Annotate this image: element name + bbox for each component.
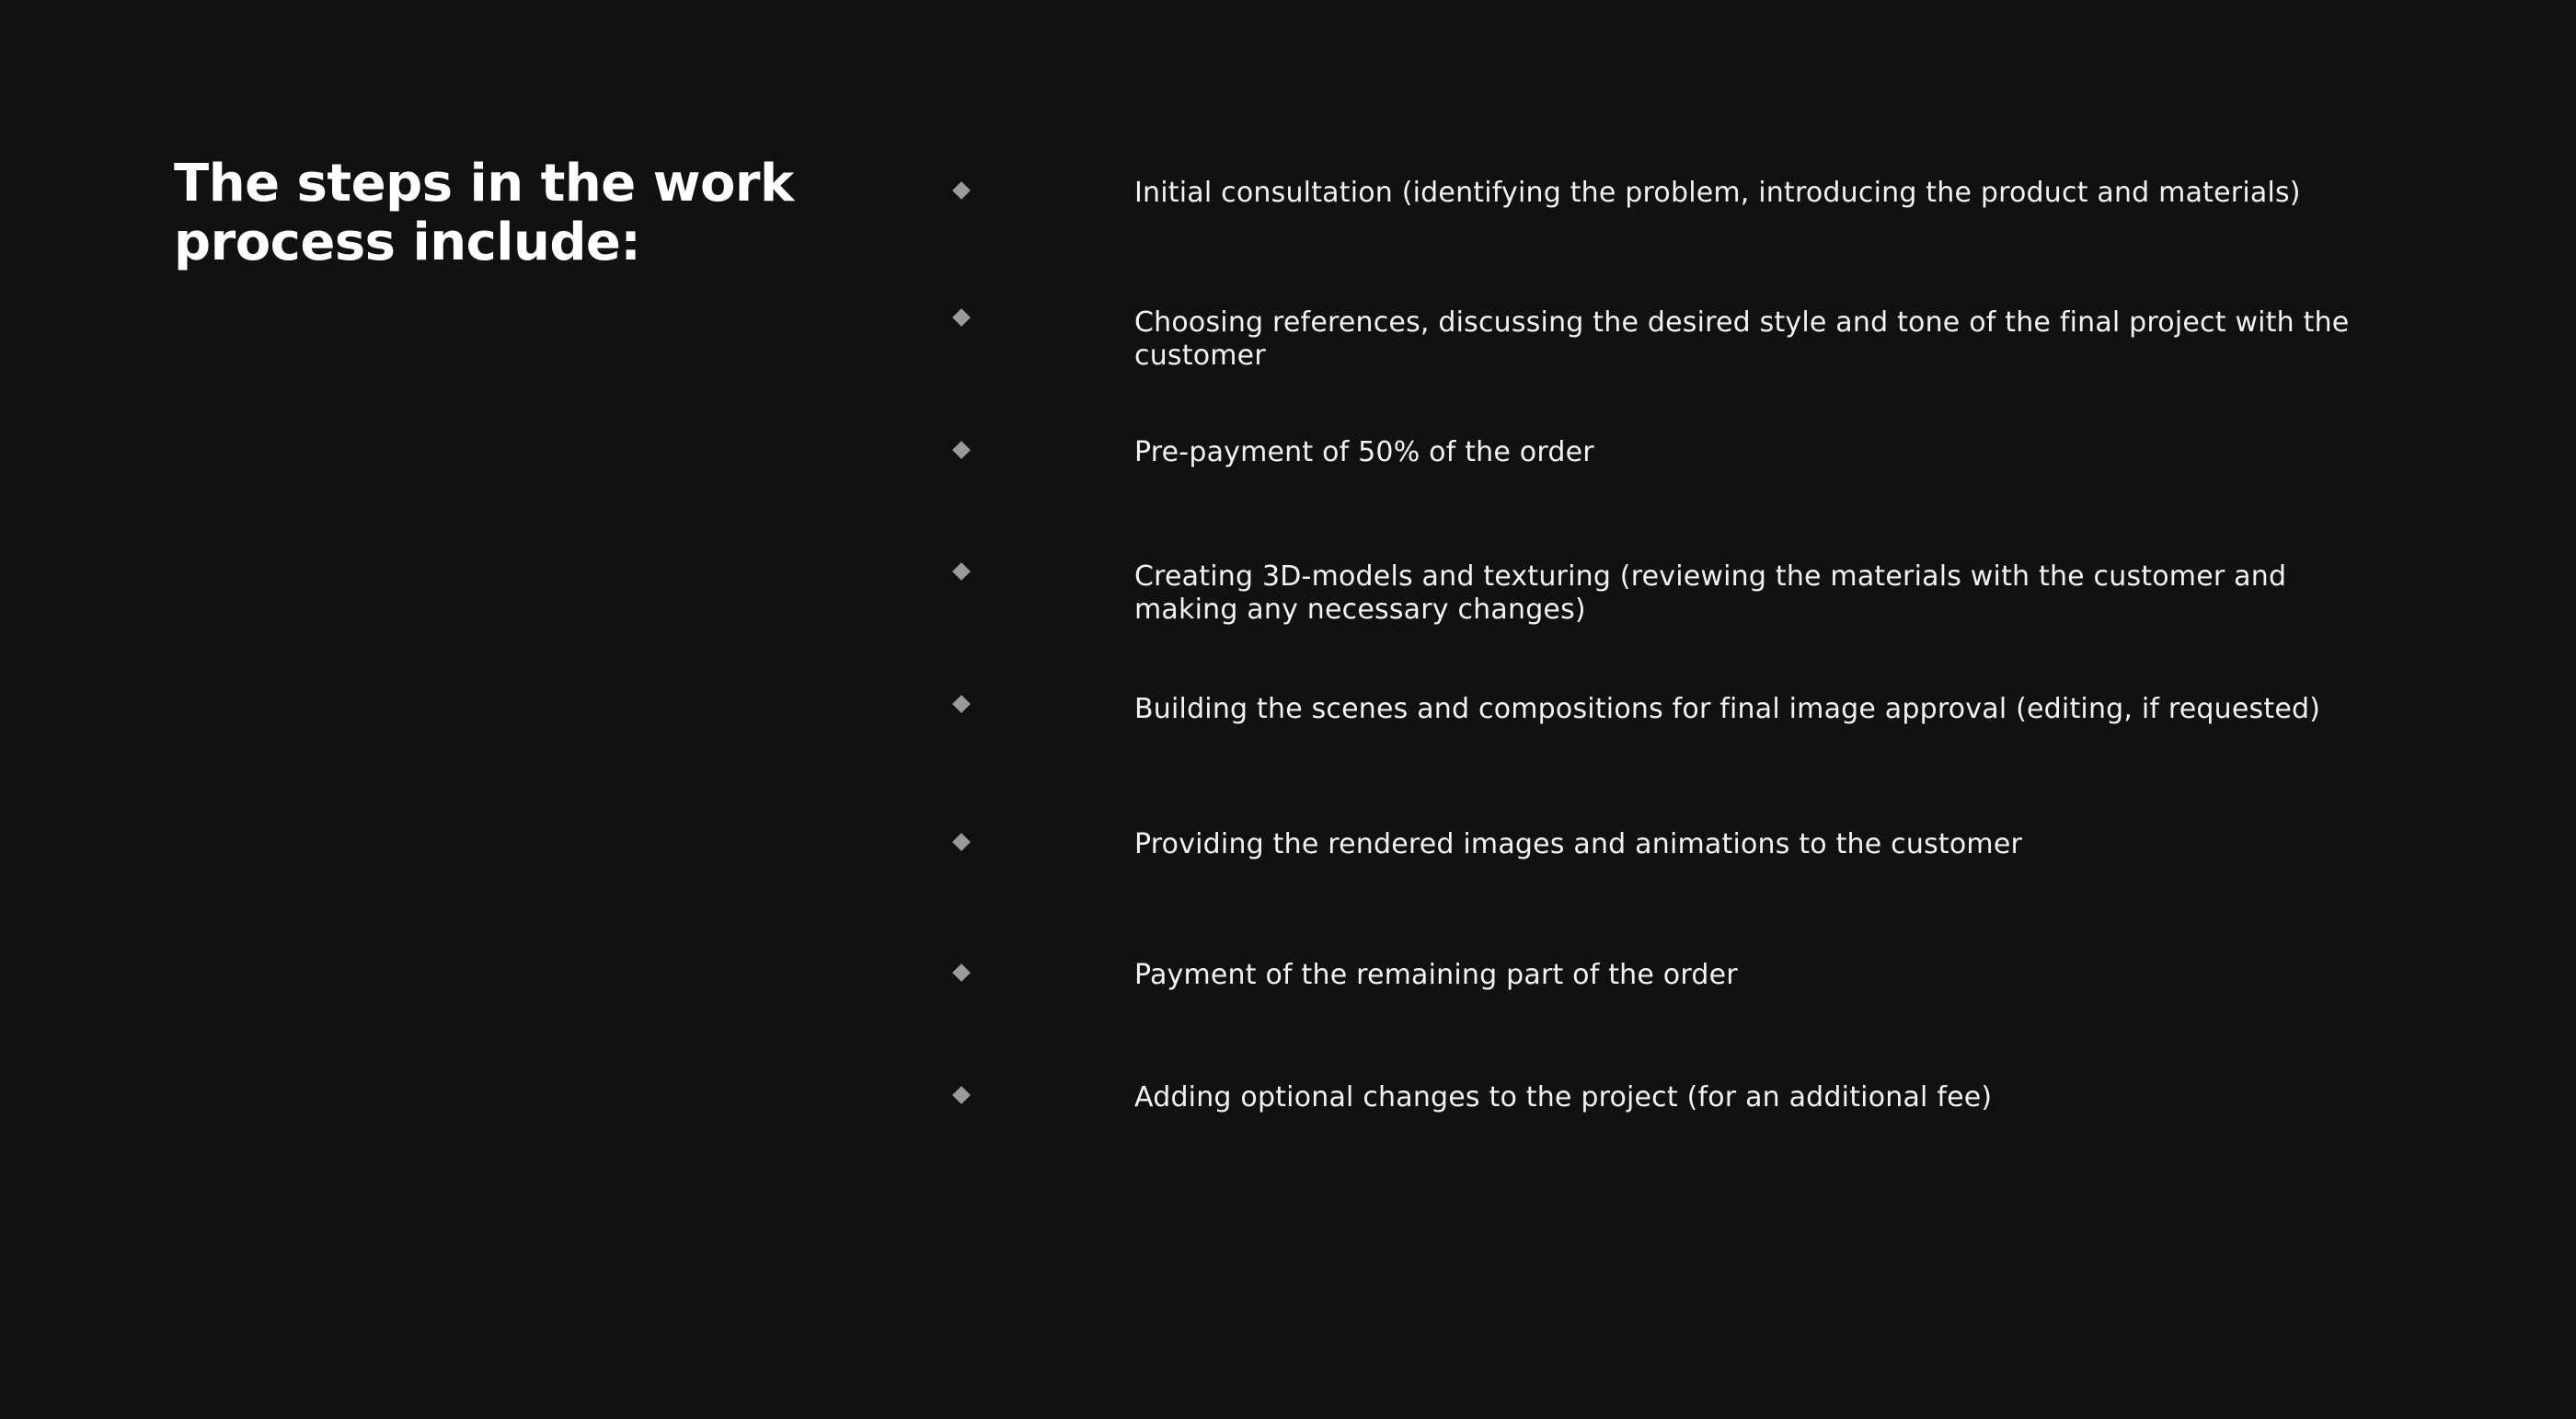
step-text: Pre-payment of 50% of the order	[1134, 436, 1594, 468]
step-text: Initial consultation (identifying the problem, introducing the product and materials)	[1134, 177, 2301, 209]
step-text: Payment of the remaining part of the order	[1134, 959, 1738, 991]
step-text: Building the scenes and compositions for final image approval (editing, if requested)	[1134, 693, 2321, 725]
diamond-bullet-icon	[952, 562, 971, 581]
diamond-bullet-icon	[952, 1086, 971, 1104]
diamond-bullet-icon	[952, 695, 971, 713]
step-text: Providing the rendered images and animations to the customer	[1134, 828, 2023, 860]
step-text: Creating 3D-models and texturing (reviewing the materials with the customer and making any necessary changes)	[1134, 560, 2287, 626]
section-heading: The steps in the work process include:	[174, 154, 794, 272]
diamond-bullet-icon	[952, 441, 971, 459]
step-text: Choosing references, discussing the desired style and tone of the final project with the customer	[1134, 306, 2350, 372]
diamond-bullet-icon	[952, 963, 971, 982]
step-text: Adding optional changes to the project (for an additional fee)	[1134, 1081, 1993, 1113]
diamond-bullet-icon	[952, 308, 971, 327]
diamond-bullet-icon	[952, 833, 971, 851]
diamond-bullet-icon	[952, 181, 971, 200]
